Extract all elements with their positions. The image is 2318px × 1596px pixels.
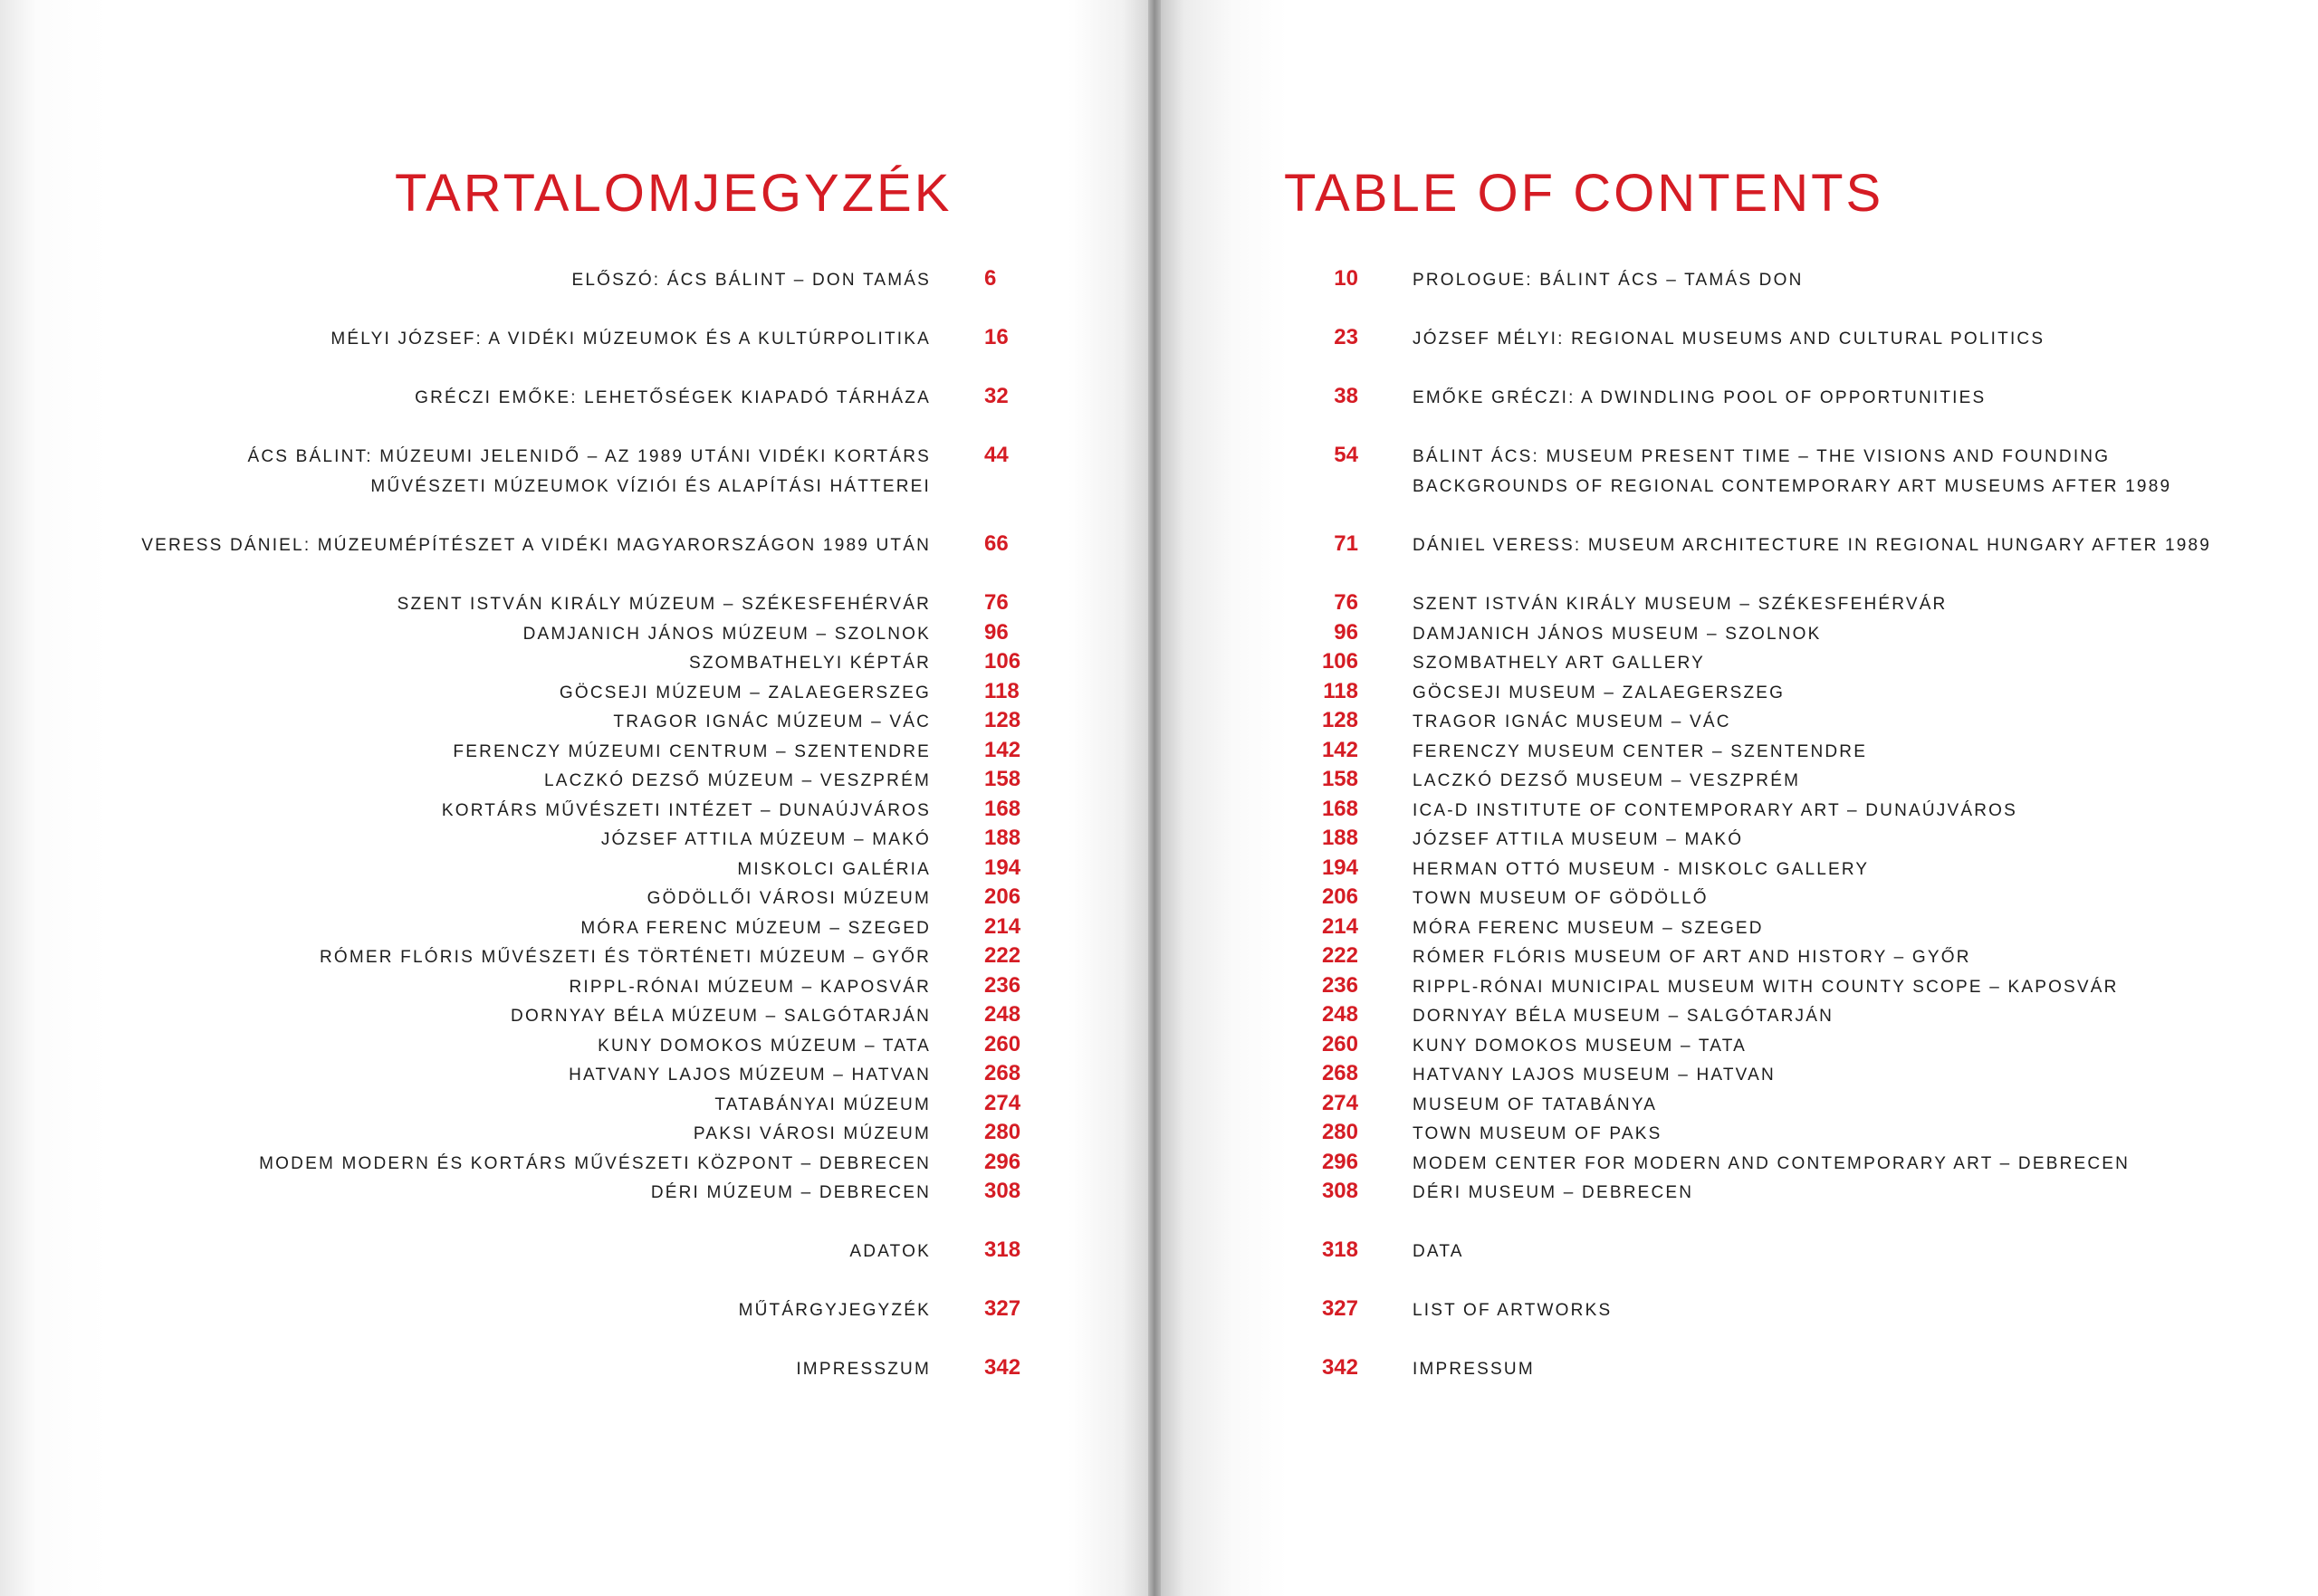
toc-entry-title-line: SZENT ISTVÁN KIRÁLY MÚZEUM – SZÉKESFEHÉRVÁR — [397, 595, 931, 614]
toc-entry-title — [1413, 1031, 1747, 1061]
toc-entry-title — [1413, 972, 2119, 1002]
toc-entry-title-line: MODEM MODERN ÉS KORTÁRS MŰVÉSZETI KÖZPONT – DEBRECEN — [259, 1154, 931, 1173]
toc-entry-page-number: 32 — [984, 384, 1009, 408]
toc-entry-title — [1413, 737, 1867, 767]
toc-entry-title — [572, 265, 931, 295]
toc-entry-title-line: RIPPL-RÓNAI MUNICIPAL MUSEUM WITH COUNTY SCOPE – KAPOSVÁR — [1413, 978, 2119, 997]
toc-entry[interactable] — [54, 1237, 1123, 1295]
toc-entry-page-number: 23 — [1334, 325, 1358, 349]
toc-entry-title-line: MÓRA FERENC MUSEUM – SZEGED — [1413, 919, 1764, 938]
toc-entry-page-number: 342 — [1321, 1355, 1358, 1380]
toc-entry-title-line: VERESS DÁNIEL: MÚZEUMÉPÍTÉSZET A VIDÉKI MAGYARORSZÁGON 1989 UTÁN — [141, 536, 931, 555]
toc-entry[interactable] — [54, 1295, 1123, 1353]
toc-entry-title-line: ADATOK — [849, 1242, 931, 1261]
toc-entry-title-line: DATA — [1413, 1242, 1464, 1261]
toc-entry-title-line: BACKGROUNDS OF REGIONAL CONTEMPORARY ART MUSEUMS AFTER 1989 — [1413, 477, 2172, 496]
toc-entry-title — [320, 942, 931, 972]
toc-entry-title — [1413, 884, 1709, 913]
toc-entry-title-line: RIPPL-RÓNAI MÚZEUM – KAPOSVÁR — [569, 978, 931, 997]
toc-entry-title — [415, 383, 931, 413]
toc-entry-title-line: KUNY DOMOKOS MÚZEUM – TATA — [598, 1037, 931, 1056]
toc-entry-page-number: 10 — [1334, 266, 1358, 291]
toc-entry-title-line: TOWN MUSEUM OF PAKS — [1413, 1124, 1662, 1143]
toc-entry[interactable] — [1268, 1295, 2300, 1353]
toc-entry-page-number: 214 — [1321, 914, 1358, 939]
toc-entry-page-number: 274 — [984, 1091, 1021, 1115]
toc-entry-title — [1413, 1090, 1657, 1120]
toc-entry-title-line: PROLOGUE: BÁLINT ÁCS – TAMÁS DON — [1413, 271, 1804, 290]
toc-entry-title — [1413, 942, 1971, 972]
toc-entry-page-number: 16 — [984, 325, 1009, 349]
toc-entry-title-line: DAMJANICH JÁNOS MÚZEUM – SZOLNOK — [522, 625, 931, 644]
toc-entry-title — [544, 766, 931, 796]
toc-entry-title — [1413, 796, 2017, 826]
toc-entry-page-number: 158 — [1321, 767, 1358, 791]
toc-entry-page-number: 268 — [984, 1061, 1021, 1085]
toc-entry-title — [647, 884, 931, 913]
toc-entry-title-line: TRAGOR IGNÁC MÚZEUM – VÁC — [613, 712, 931, 731]
toc-entry-title — [1413, 1001, 1834, 1031]
toc-entry-title-line: DORNYAY BÉLA MUSEUM – SALGÓTARJÁN — [1413, 1007, 1834, 1026]
toc-entry[interactable] — [1268, 530, 2300, 588]
page-title-english: TABLE OF CONTENTS — [1284, 164, 1884, 223]
toc-entry-title-line: MODEM CENTER FOR MODERN AND CONTEMPORARY ART – DEBRECEN — [1413, 1154, 2131, 1173]
toc-entry[interactable] — [1268, 1178, 2300, 1236]
toc-entry-title-line: GRÉCZI EMŐKE: LEHETŐSÉGEK KIAPADÓ TÁRHÁZA — [415, 388, 931, 407]
toc-entry[interactable] — [1268, 383, 2300, 441]
toc-entry-page-number: 280 — [1321, 1120, 1358, 1144]
toc-entry-page-number: 236 — [984, 973, 1021, 998]
toc-entry-title — [1413, 530, 2211, 560]
toc-entry-title — [1413, 1149, 2130, 1179]
toc-entry-title-line: TATABÁNYAI MÚZEUM — [714, 1095, 931, 1114]
toc-entry-title-line: SZENT ISTVÁN KIRÁLY MUSEUM – SZÉKESFEHÉRVÁR — [1413, 595, 1948, 614]
toc-entry-title — [523, 619, 931, 649]
toc-entry-title — [796, 1354, 931, 1384]
toc-entry-page-number: 71 — [1334, 531, 1358, 556]
toc-entry-title-line: GÖDÖLLŐI VÁROSI MÚZEUM — [647, 889, 931, 908]
toc-entry-title — [1413, 855, 1869, 884]
toc-entry-title — [739, 1295, 931, 1325]
toc-entry-title — [1413, 619, 1822, 649]
toc-entry-title — [248, 442, 932, 502]
toc-entry[interactable] — [1268, 1237, 2300, 1295]
toc-entry-title — [1413, 766, 1800, 796]
toc-entry-title-line: DÁNIEL VERESS: MUSEUM ARCHITECTURE IN REGIONAL HUNGARY AFTER 1989 — [1413, 536, 2212, 555]
toc-entry-title-line: SZOMBATHELY ART GALLERY — [1413, 654, 1706, 673]
toc-entry-title — [613, 707, 931, 737]
toc-entry-title-line: ELŐSZÓ: ÁCS BÁLINT – DON TAMÁS — [571, 271, 931, 290]
toc-entry-title — [1413, 1119, 1662, 1149]
toc-entry-page-number: 327 — [984, 1296, 1021, 1321]
toc-entry-page-number: 194 — [1321, 855, 1358, 880]
toc-entry[interactable] — [54, 383, 1123, 441]
toc-entry-page-number: 168 — [984, 797, 1021, 821]
toc-entry[interactable] — [54, 1178, 1123, 1236]
toc-entry-page-number: 327 — [1321, 1296, 1358, 1321]
toc-entry-title — [1413, 913, 1764, 943]
toc-entry-title — [1413, 324, 2045, 354]
toc-entry-page-number: 236 — [1321, 973, 1358, 998]
toc-entry-title-line: DAMJANICH JÁNOS MUSEUM – SZOLNOK — [1413, 625, 1822, 644]
toc-entry-title — [1413, 589, 1947, 619]
toc-entry-title — [1413, 707, 1731, 737]
toc-entry-page-number: 248 — [1321, 1002, 1358, 1027]
toc-entry-title — [598, 1031, 931, 1061]
toc-entry[interactable] — [54, 324, 1123, 382]
toc-entry-title-line: PAKSI VÁROSI MÚZEUM — [693, 1124, 931, 1143]
toc-entry-page-number: 296 — [984, 1150, 1021, 1174]
toc-entry-title-line: LIST OF ARTWORKS — [1413, 1301, 1613, 1320]
toc-entry-title-line: JÓZSEF MÉLYI: REGIONAL MUSEUMS AND CULTURAL POLITICS — [1413, 330, 2045, 349]
book-gutter — [1148, 0, 1161, 1596]
toc-entry-title — [1413, 825, 1743, 855]
toc-entry-title — [442, 796, 931, 826]
toc-entry-page-number: 44 — [984, 443, 1009, 467]
toc-entry-page-number: 188 — [1321, 826, 1358, 850]
toc-entry-title-line: RÓMER FLÓRIS MŰVÉSZETI ÉS TÖRTÉNETI MÚZEUM – GYŐR — [319, 948, 931, 967]
toc-entry-title — [1413, 678, 1785, 708]
toc-entry[interactable] — [1268, 324, 2300, 382]
toc-entry-title-line: MISKOLCI GALÉRIA — [737, 860, 931, 879]
toc-entry-page-number: 106 — [1321, 649, 1358, 674]
toc-entry-page-number: 142 — [1321, 738, 1358, 762]
toc-entry-title-line: DORNYAY BÉLA MÚZEUM – SALGÓTARJÁN — [511, 1007, 931, 1026]
toc-entry-page-number: 54 — [1334, 443, 1358, 467]
toc-entry-title — [259, 1149, 931, 1179]
toc-entry-title-line: RÓMER FLÓRIS MUSEUM OF ART AND HISTORY – GYŐR — [1413, 948, 1971, 967]
toc-entry-page-number: 318 — [984, 1238, 1021, 1262]
toc-entry-title-line: MÓRA FERENC MÚZEUM – SZEGED — [580, 919, 931, 938]
toc-entry-title — [1413, 1060, 1776, 1090]
toc-entry-page-number: 248 — [984, 1002, 1021, 1027]
toc-entry-title — [511, 1001, 931, 1031]
toc-entry-title-line: TOWN MUSEUM OF GÖDÖLLŐ — [1413, 889, 1709, 908]
toc-entry-title-line: IMPRESSZUM — [796, 1360, 931, 1379]
toc-entry-title-line: ÁCS BÁLINT: MÚZEUMI JELENIDŐ – AZ 1989 UTÁNI VIDÉKI KORTÁRS — [247, 447, 931, 466]
toc-entry-page-number: 206 — [1321, 884, 1358, 909]
toc-entry-title — [1413, 265, 1804, 295]
toc-entry-page-number: 206 — [984, 884, 1021, 909]
toc-entry[interactable] — [54, 442, 1123, 500]
toc-entry[interactable] — [54, 265, 1123, 323]
toc-entry-title-line: HERMAN OTTÓ MUSEUM - MISKOLC GALLERY — [1413, 860, 1870, 879]
toc-entry-page-number: 128 — [1321, 708, 1358, 732]
toc-entry-page-number: 268 — [1321, 1061, 1358, 1085]
toc-entry-title — [689, 648, 931, 678]
toc-entry[interactable] — [1268, 1354, 2300, 1412]
toc-entry-page-number: 6 — [984, 266, 997, 291]
toc-entry-page-number: 260 — [984, 1032, 1021, 1056]
toc-entry-title-line: JÓZSEF ATTILA MÚZEUM – MAKÓ — [600, 830, 931, 849]
toc-entry-title-line: LACZKÓ DEZSŐ MUSEUM – VESZPRÉM — [1413, 771, 1801, 790]
toc-entry-page-number: 308 — [1321, 1179, 1358, 1203]
toc-entry-page-number: 96 — [984, 620, 1009, 645]
toc-entry-page-number: 274 — [1321, 1091, 1358, 1115]
toc-entry-title-line: EMŐKE GRÉCZI: A DWINDLING POOL OF OPPORTUNITIES — [1413, 388, 1987, 407]
toc-entry-title — [651, 1178, 931, 1208]
toc-entry[interactable] — [1268, 265, 2300, 323]
toc-entry-title — [569, 1060, 931, 1090]
toc-entry-title — [453, 737, 931, 767]
toc-entry-page-number: 118 — [984, 679, 1020, 703]
toc-entry-page-number: 168 — [1321, 797, 1358, 821]
toc-entry-page-number: 38 — [1334, 384, 1358, 408]
toc-entry-page-number: 96 — [1334, 620, 1358, 645]
page-title-hungarian: TARTALOMJEGYZÉK — [395, 164, 953, 223]
toc-entry-title — [569, 972, 931, 1002]
toc-entry-title — [560, 678, 931, 708]
toc-entry-title — [601, 825, 931, 855]
toc-entry-page-number: 76 — [984, 590, 1009, 615]
toc-entry-title — [1413, 1237, 1464, 1266]
toc-entry-title — [849, 1237, 931, 1266]
toc-entry-page-number: 158 — [984, 767, 1021, 791]
toc-entry-title-line: GÖCSEJI MUSEUM – ZALAEGERSZEG — [1413, 683, 1786, 702]
toc-entry-page-number: 318 — [1321, 1238, 1358, 1262]
toc-entry-page-number: 142 — [984, 738, 1021, 762]
toc-entry-title — [580, 913, 931, 943]
toc-entry-page-number: 66 — [984, 531, 1009, 556]
toc-entry-title-line: HATVANY LAJOS MUSEUM – HATVAN — [1413, 1066, 1776, 1085]
toc-entry-title-line: MÉLYI JÓZSEF: A VIDÉKI MÚZEUMOK ÉS A KULTÚRPOLITIKA — [330, 330, 931, 349]
toc-entry-page-number: 214 — [984, 914, 1021, 939]
toc-entry-title — [1413, 442, 2171, 502]
toc-entry-title-line: DÉRI MUSEUM – DEBRECEN — [1413, 1183, 1694, 1202]
toc-entry-page-number: 128 — [984, 708, 1021, 732]
toc-entry-title — [1413, 383, 1986, 413]
toc-entry[interactable] — [54, 1354, 1123, 1412]
toc-entry-title — [398, 589, 931, 619]
toc-entry-page-number: 342 — [984, 1355, 1021, 1380]
toc-entry-page-number: 118 — [1323, 679, 1358, 703]
toc-entry-title-line: ICA-D INSTITUTE OF CONTEMPORARY ART – DUNAÚJVÁROS — [1413, 801, 2018, 820]
toc-entry-page-number: 188 — [984, 826, 1021, 850]
toc-entry-title-line: KUNY DOMOKOS MUSEUM – TATA — [1413, 1037, 1747, 1056]
toc-entry-title — [1413, 1354, 1535, 1384]
toc-entry-title — [737, 855, 931, 884]
toc-entry-title — [330, 324, 931, 354]
toc-entry-page-number: 308 — [984, 1179, 1021, 1203]
toc-entry[interactable] — [1268, 442, 2300, 500]
toc-entry-title-line: MŰTÁRGYJEGYZÉK — [738, 1301, 931, 1320]
toc-entry-title-line: SZOMBATHELYI KÉPTÁR — [688, 654, 931, 673]
toc-entry-title-line: MUSEUM OF TATABÁNYA — [1413, 1095, 1658, 1114]
toc-entry-page-number: 222 — [1321, 943, 1358, 968]
toc-entry-title-line: HATVANY LAJOS MÚZEUM – HATVAN — [569, 1066, 931, 1085]
toc-entry-title-line: LACZKÓ DEZSŐ MÚZEUM – VESZPRÉM — [543, 771, 931, 790]
toc-entry-title — [1413, 1295, 1612, 1325]
toc-entry-title-line: FERENCZY MUSEUM CENTER – SZENTENDRE — [1413, 742, 1868, 761]
toc-entry-page-number: 222 — [984, 943, 1021, 968]
toc-entry-title — [714, 1090, 931, 1120]
toc-entry-title-line: FERENCZY MÚZEUMI CENTRUM – SZENTENDRE — [453, 742, 931, 761]
toc-entry-page-number: 194 — [984, 855, 1021, 880]
toc-entry-page-number: 260 — [1321, 1032, 1358, 1056]
toc-entry-title — [694, 1119, 931, 1149]
toc-entry-title-line: IMPRESSUM — [1413, 1360, 1535, 1379]
toc-entry-title-line: GÖCSEJI MÚZEUM – ZALAEGERSZEG — [559, 683, 931, 702]
toc-entry-title — [1413, 1178, 1693, 1208]
toc-entry-title-line: JÓZSEF ATTILA MUSEUM – MAKÓ — [1413, 830, 1744, 849]
toc-entry-title — [141, 530, 931, 560]
toc-entry-title-line: TRAGOR IGNÁC MUSEUM – VÁC — [1413, 712, 1731, 731]
toc-entry-title-line: KORTÁRS MŰVÉSZETI INTÉZET – DUNAÚJVÁROS — [441, 801, 931, 820]
toc-entry-title — [1413, 648, 1705, 678]
toc-entry-title-line: BÁLINT ÁCS: MUSEUM PRESENT TIME – THE VISIONS AND FOUNDING — [1413, 447, 2111, 466]
toc-entry-page-number: 106 — [984, 649, 1021, 674]
toc-entry-title-line: MŰVÉSZETI MÚZEUMOK VÍZIÓI ÉS ALAPÍTÁSI HÁTTEREI — [370, 477, 931, 496]
toc-entry-title-line: DÉRI MÚZEUM – DEBRECEN — [650, 1183, 931, 1202]
toc-entry[interactable] — [54, 530, 1123, 588]
toc-entry-page-number: 296 — [1321, 1150, 1358, 1174]
toc-entry-page-number: 280 — [984, 1120, 1021, 1144]
toc-entry-page-number: 76 — [1334, 590, 1358, 615]
